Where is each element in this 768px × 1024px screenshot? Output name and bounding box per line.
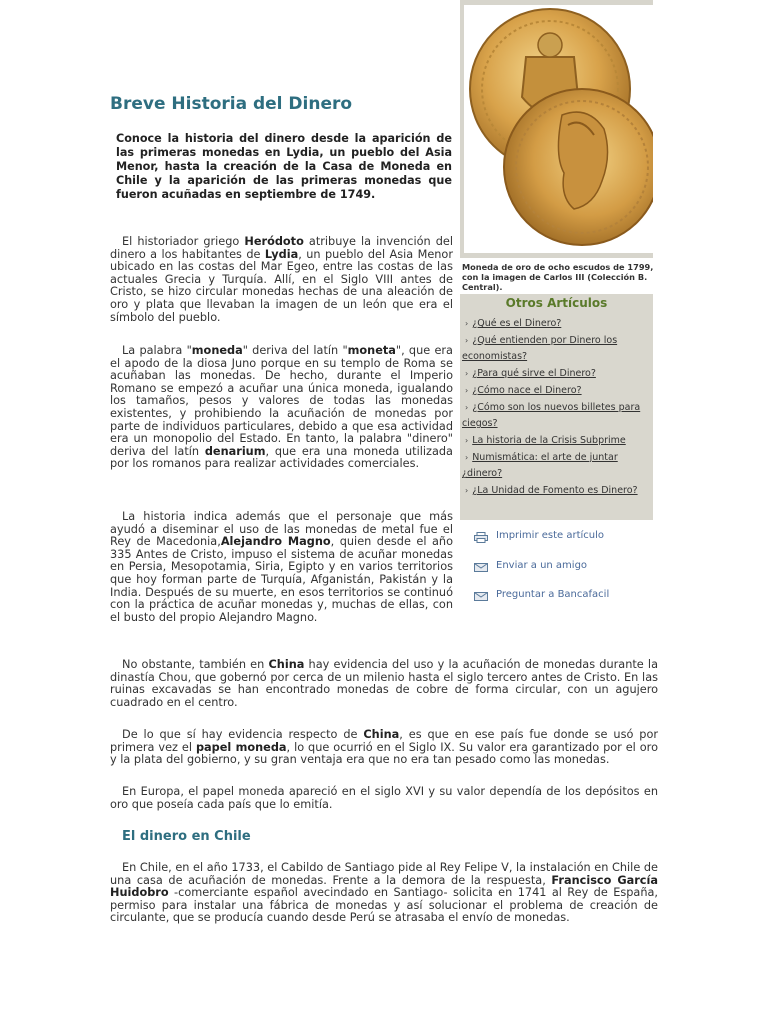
image-caption: Moneda de oro de ocho escudos de 1799, con la imagen de Carlos III (Colección B. Central). — [462, 262, 654, 292]
paragraph-china-2: De lo que sí hay evidencia respecto de China, es que en ese país fue donde se usó por primera vez el papel moneda, lo que ocurrió en el Siglo IX. Su valor era garantizado por el oro y la plata del gobierno, y su gran ventaja era que no era tan pesado como las monedas. — [110, 728, 658, 767]
related-articles-panel — [460, 294, 653, 520]
send-to-friend-label[interactable]: Enviar a un amigo — [496, 559, 588, 571]
related-article-link[interactable]: ¿Qué es el Dinero? — [472, 318, 562, 329]
related-article-link[interactable]: ¿Para qué sirve el Dinero? — [472, 368, 596, 380]
paragraph-europa: En Europa, el papel moneda apareció en el siglo XVI y su valor dependía de los depósitos en oro que poseía cada país que lo emitía. — [110, 785, 658, 811]
printer-icon — [474, 532, 488, 543]
related-article-item — [462, 483, 653, 500]
related-article-link[interactable]: ¿Cómo nace el Dinero? — [472, 384, 582, 396]
chevron-right-icon: › — [465, 435, 469, 445]
chevron-right-icon: › — [465, 452, 469, 462]
section-heading-chile: El dinero en Chile — [122, 829, 251, 844]
related-article-link[interactable]: ¿Qué entienden por Dinero los economistas? — [462, 334, 618, 363]
coin-image — [464, 5, 653, 253]
chevron-right-icon: › — [465, 402, 469, 412]
paragraph-china-1: No obstante, también en China hay evidencia del uso y la acuñación de monedas durante la dinastía Chou, que gobernó por cerca de un milenio hasta el siglo tercero antes de Cristo. En las ruinas excavadas se han encontrado monedas de cobre de forma circular, con un agujero cuadrado en el centro. — [110, 658, 658, 709]
coin-image-frame — [460, 0, 653, 258]
chevron-right-icon: › — [465, 319, 469, 328]
chevron-right-icon: › — [465, 369, 469, 379]
related-article-link[interactable]: La historia de la Crisis Subprime — [472, 434, 626, 446]
envelope-icon — [474, 591, 488, 602]
send-to-friend-link[interactable] — [474, 560, 654, 590]
envelope-icon — [474, 562, 488, 573]
related-article-item — [462, 383, 653, 400]
page-title: Breve Historia del Dinero — [110, 94, 353, 114]
chevron-right-icon: › — [465, 335, 469, 345]
ask-bancafacil-link[interactable] — [474, 589, 654, 619]
chevron-right-icon: › — [465, 385, 469, 395]
gold-coins-illustration — [464, 5, 653, 253]
related-articles-title: Otros Artículos — [505, 296, 608, 310]
related-article-link[interactable]: Numismática: el arte de juntar ¿dinero? — [462, 451, 618, 480]
paragraph-alejandro: La historia indica además que el personaje que más ayudó a diseminar el uso de las monedas de metal fue el Rey de Macedonia,Alejandro Magno, quien desde el año 335 Antes de Cristo, impuso el sistema de acuñar monedas en Persia, Mesopotamia, Siria, Egipto y en varios territorios que hoy forman parte de Turquía, Afganistán, Pakistán y la India. Después de su muerte, en esos territorios se continuó con la práctica de acuñar monedas y, muchas de ellas, con el busto del propio Alejandro Magno. — [110, 510, 453, 624]
related-article-item — [462, 450, 653, 483]
related-article-link[interactable]: ¿Cómo son los nuevos billetes para ciegos? — [462, 401, 641, 430]
print-article-label[interactable]: Imprimir este artículo — [496, 530, 605, 541]
paragraph-moneda: La palabra "moneda" deriva del latín "moneta", que era el apodo de la diosa Juno porque en su templo de Roma se acuñaban las monedas. De hecho, durante el Imperio Romano se empezó a acuñar una única moneda, igualando los tamaños, pesos y valores de todas las monedas existentes, y prohibiendo la acuñación de monedas por parte de individuos particulares, debido a que esa actividad era un monopolio del Estado. En tanto, la palabra "dinero" deriva del latín denarium, que era una moneda utilizada por los romanos para realizar actividades comerciales. — [110, 344, 453, 471]
related-article-link[interactable]: ¿La Unidad de Fomento es Dinero? — [472, 485, 638, 497]
related-article-item — [462, 366, 653, 383]
related-article-item — [462, 433, 653, 450]
article-lead: Conoce la historia del dinero desde la aparición de las primeras monedas en Lydia, un pueblo del Asia Menor, hasta la creación de la Casa de Moneda en Chile y la aparición de las primeras monedas que fueron acuñadas en septiembre de 1749. — [116, 132, 452, 201]
paragraph-herodoto: El historiador griego Heródoto atribuye la invención del dinero a los habitantes de Lydia, un pueblo del Asia Menor ubicado en las costas del Mar Egeo, entre las costas de las actuales Grecia y Turquía. Allí, en el Siglo VIII antes de Cristo, se hizo circular monedas hechas de una aleación de oro y plata que llevaban la imagen de un león que era el símbolo del pueblo. — [110, 235, 453, 324]
article-actions — [474, 530, 654, 619]
related-article-item — [462, 333, 653, 366]
related-articles-list — [460, 316, 653, 500]
paragraph-chile: En Chile, en el año 1733, el Cabildo de Santiago pide al Rey Felipe V, la instalación en Chile de una casa de acuñación de monedas. Frente a la demora de la respuesta, Francisco García Huidobro -comerciante español avecindado en Santiago- solicita en 1741 al Rey de España, permiso para instalar una fábrica de monedas y así solucionar el problema de creación de circulante, que se producía cuando desde Perú se atrasaba el envío de monedas. — [110, 861, 658, 925]
related-article-item — [462, 400, 653, 433]
print-article-link[interactable] — [474, 530, 654, 560]
ask-bancafacil-label[interactable]: Preguntar a Bancafacil — [496, 589, 610, 600]
chevron-right-icon: › — [465, 486, 469, 496]
related-article-item — [462, 316, 653, 333]
